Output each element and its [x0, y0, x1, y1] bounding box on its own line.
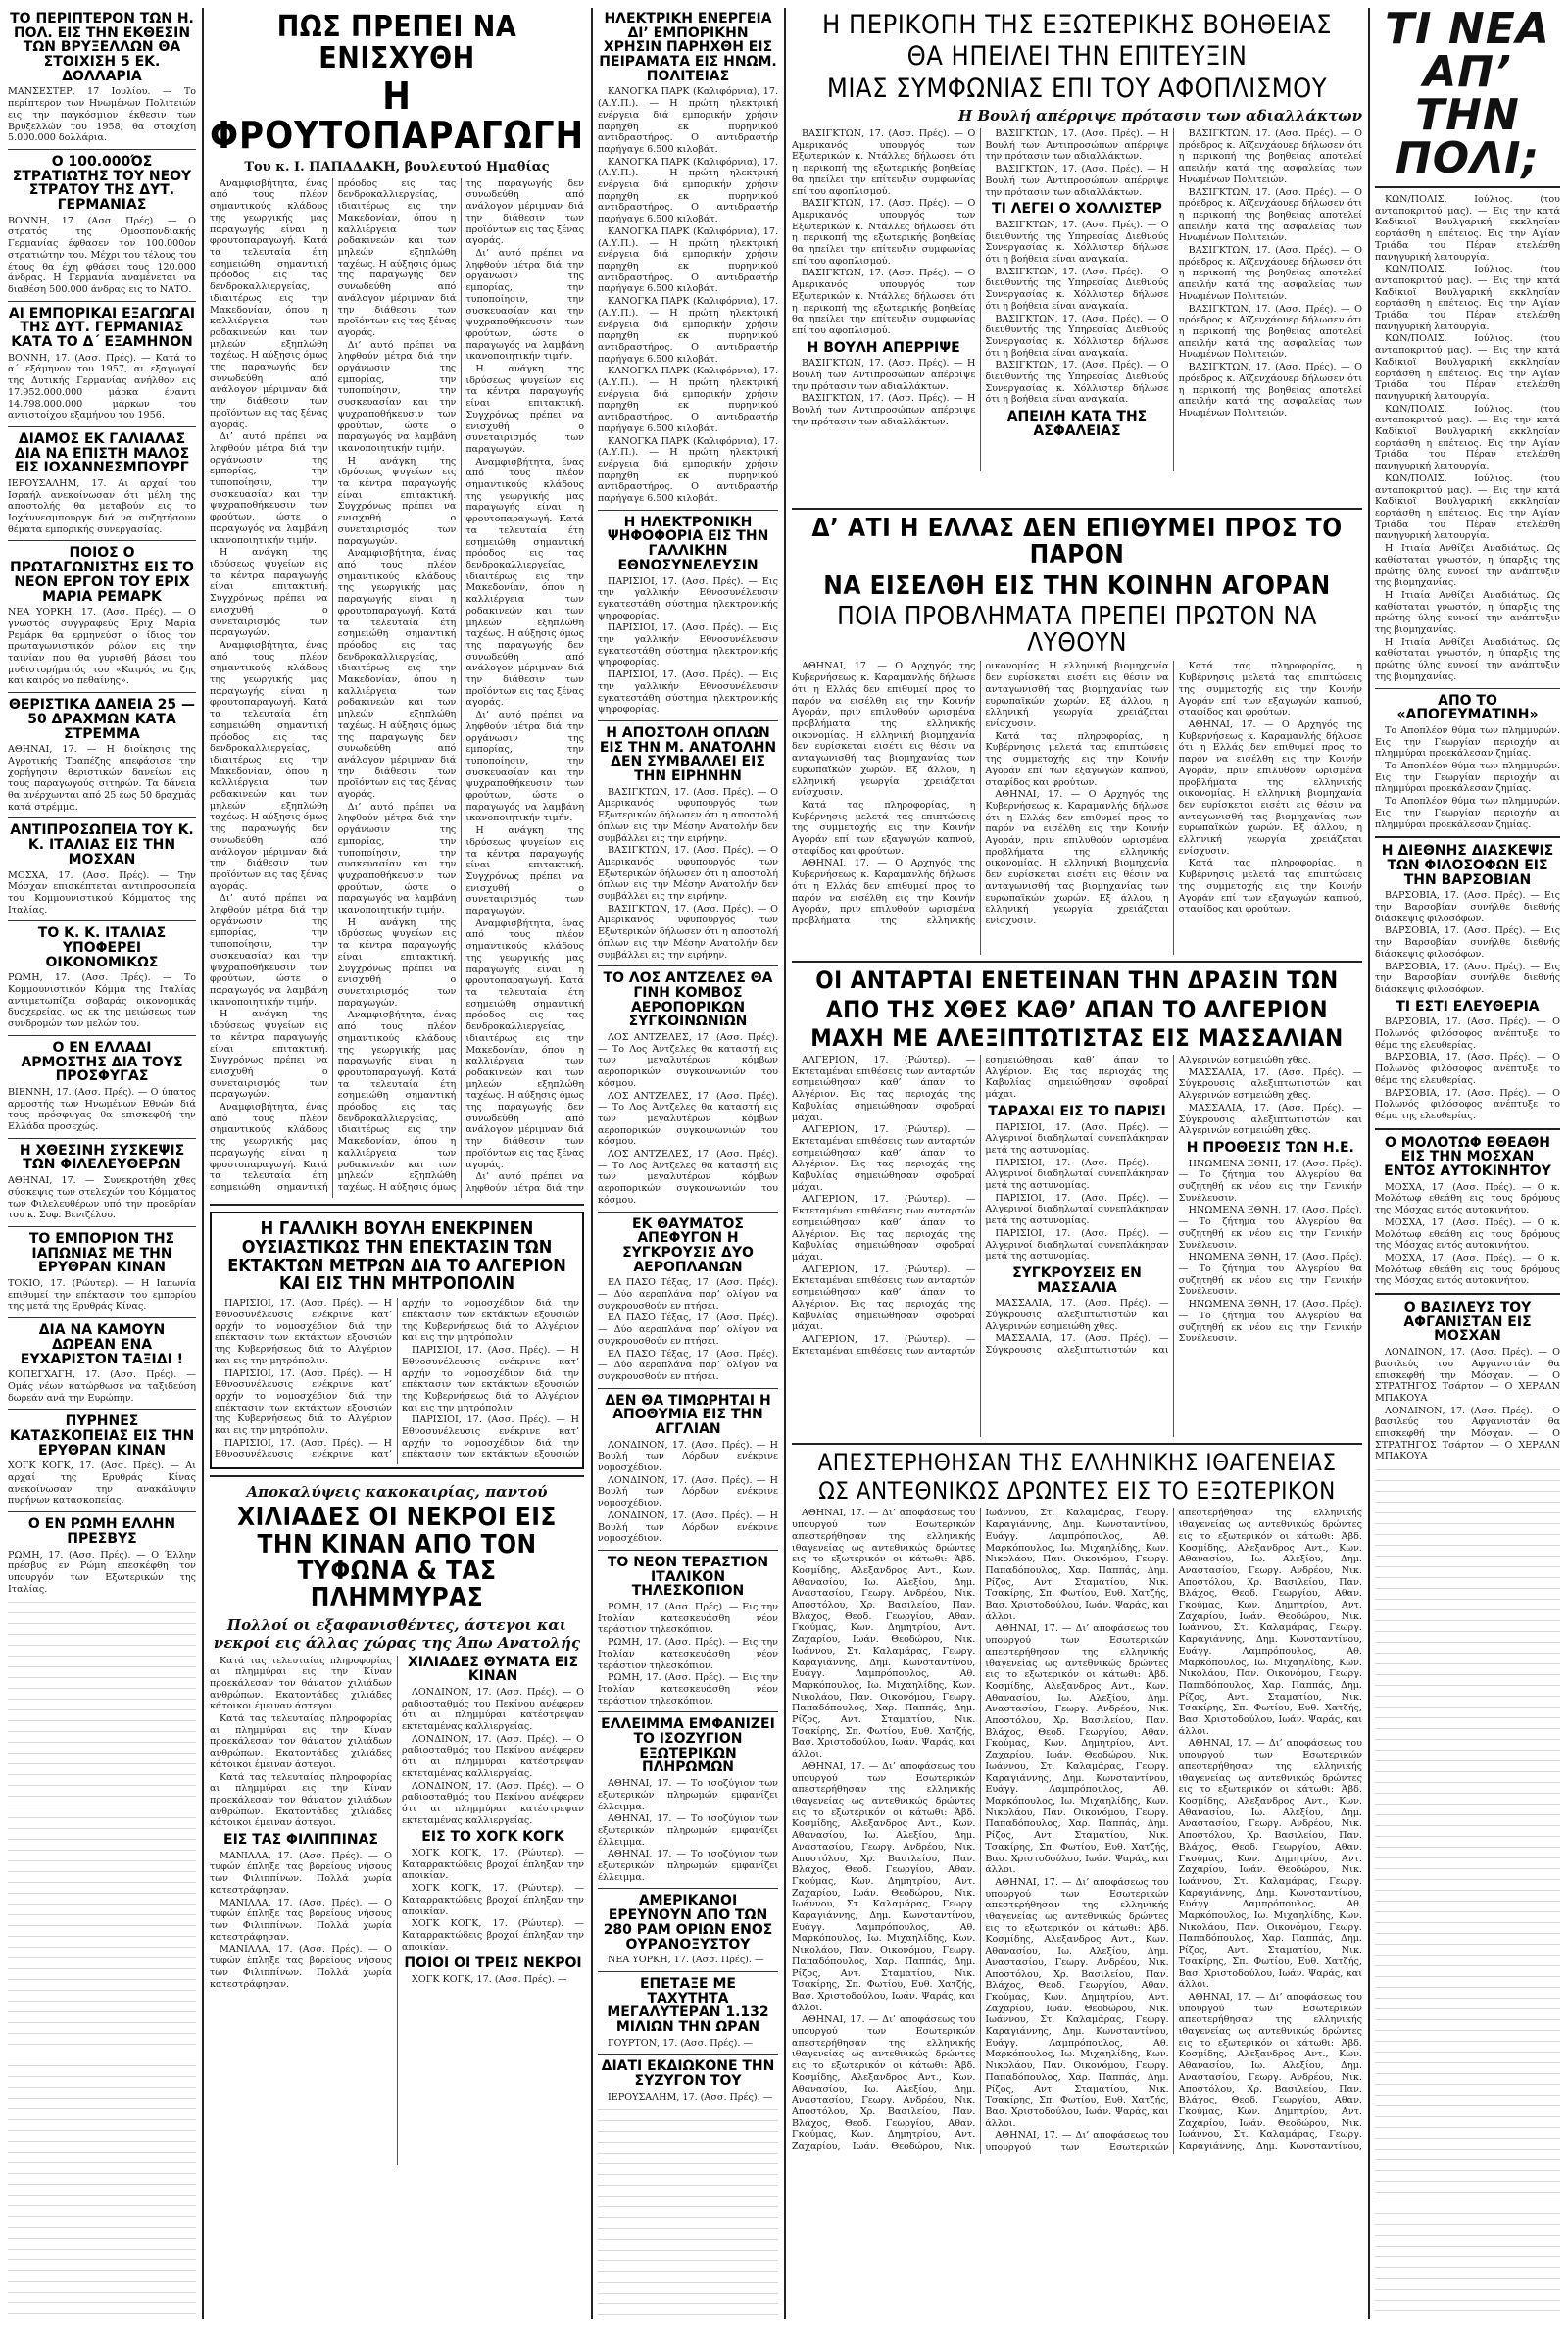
- headline: ΕΛΛΕΙΜΜΑ ΕΜΦΑΝΙΖΕΙ ΤΟ ΙΣΟΖΥΓΙΟΝ ΕΞΩΤΕΡΙΚΩΝ ΠΛΗΡΩΜΩΝ: [601, 1716, 775, 1776]
- headline: ΘΕΡΙΣΤΙΚΑ ΔΑΝΕΙΑ 25 — 50 ΔΡΑΧΜΩΝ ΚΑΤΑ ΣΤΡΕΜΜΑ: [8, 697, 196, 742]
- article-body: Η Ιτιαία Ανθίζει Αναδιάτως. Ως καθίσταται γνωστόν, η ύπαρξις της πρώτης ύλης ευνοεί την ανάπτυξιν της βιομηχανίας. Η Ιτιαία Ανθίζει Αναδιάτως. Ως καθίσταται γνωστόν, η ύπαρξις της πρώτης ύλης ευνοεί την ανάπτυξιν της βιομηχανίας. Η Ιτιαία Ανθίζει Αναδιάτως. Ως καθίσταται γνωστόν, η ύπαρξις της πρώτης ύλης ευνοεί την ανάπτυξιν της βιομηχανίας.: [1375, 543, 1560, 682]
- headline: ΤΟ ΠΕΡΙΠΤΕΡΟΝ ΤΩΝ Η. ΠΟΛ. ΕΙΣ ΤΗΝ ΕΚΘΕΣΙΝ ΤΩΝ ΒΡΥΞΕΛΛΩΝ ΘΑ ΣΤΟΙΧΙΣΗ 5 ΕΚ. ΔΟΛΛΑΡΙΑ: [10, 11, 194, 84]
- headline: ΝΑ ΕΙΣΕΛΘΗ ΕΙΣ ΤΗΝ ΚΟΙΝΗΝ ΑΓΟΡΑΝ: [823, 570, 1331, 601]
- headline: ΑΠΟ ΤΟ «ΑΠΟΓΕΥΜΑΤΙΝΗ»: [1396, 692, 1539, 723]
- column-rule: [591, 8, 593, 2319]
- headline: Η ΠΕΡΙΚΟΠΗ ΤΗΣ ΕΞΩΤΕΡΙΚΗΣ ΒΟΗΘΕΙΑΣ: [822, 10, 1332, 40]
- headline: ΩΣ ΑΝΤΕΘΝΙΚΩΣ ΔΡΩΝΤΕΣ ΕΙΣ ΤΟ ΕΞΩΤΕΡΙΚΟΝ: [818, 1477, 1336, 1506]
- headline: ΑΝΤΙΠΡΟΣΩΠΕΙΑ ΤΟΥ Κ. Κ. ΙΤΑΛΙΑΣ ΕΙΣ ΤΗΝ ΜΟΣΧΑΝ: [10, 822, 194, 867]
- headline: Η ΧΘΕΣΙΝΗ ΣΥΣΚΕΨΙΣ ΤΩΝ ΦΙΛΕΛΕΥΘΕΡΩΝ: [19, 1142, 185, 1173]
- article-body: ΒΑΣΙΓΚΤΩΝ, 17. (Ασσ. Πρές). — Ο Αμερικανός υπουργός των Εξωτερικών κ. Ντάλλες δήλωσεν ότι η περικοπή της εξωτερικής βοηθείας θα ηπείλει την επίτευξιν συμφωνίας επί του αφοπλισμού. ΒΑΣΙΓΚΤΩΝ, 17. (Ασσ. Πρές). — Ο Αμερικανός υπουργός των Εξωτερικών κ. Ντάλλες δήλωσεν ότι η περικοπή της εξωτερικής βοηθείας θα ηπείλει την επίτευξιν συμφωνίας επί του αφοπλισμού. ΒΑΣΙΓΚΤΩΝ, 17. (Ασσ. Πρές). — Ο Αμερικανός υπουργός των Εξωτερικών κ. Ντάλλες δήλωσεν ότι η περικοπή της εξωτερικής βοηθείας θα ηπείλει την επίτευξιν συμφωνίας επί του αφοπλισμού. Η ΒΟΥΛΗ ΑΠΕΡΡΙΨΕ ΒΑΣΙΓΚΤΩΝ, 17. (Ασσ. Πρές). — Η Βουλή των Αντιπροσώπων απέρριψε την πρότασιν των αδιαλλάκτων. ΒΑΣΙΓΚΤΩΝ, 17. (Ασσ. Πρές). — Η Βουλή των Αντιπροσώπων απέρριψε την πρότασιν των αδιαλλάκτων. ΒΑΣΙΓΚΤΩΝ, 17. (Ασσ. Πρές). — Η Βουλή των Αντιπροσώπων απέρριψε την πρότασιν των αδιαλλάκτων. ΒΑΣΙΓΚΤΩΝ, 17. (Ασσ. Πρές). — Η Βουλή των Αντιπροσώπων απέρριψε την πρότασιν των αδιαλλάκτων. ΤΙ ΛΕΓΕΙ Ο ΧΟΛΛΙΣΤΕΡ ΒΑΣΙΓΚΤΩΝ, 17. (Ασσ. Πρές). — Ο διευθυντής της Υπηρεσίας Διεθνούς Συνεργασίας κ. Χόλλιστερ δήλωσε ότι η βοήθεια είναι αναγκαία. ΒΑΣΙΓΚΤΩΝ, 17. (Ασσ. Πρές). — Ο διευθυντής της Υπηρεσίας Διεθνούς Συνεργασίας κ. Χόλλιστερ δήλωσε ότι η βοήθεια είναι αναγκαία. ΒΑΣΙΓΚΤΩΝ, 17. (Ασσ. Πρές). — Ο διευθυντής της Υπηρεσίας Διεθνούς Συνεργασίας κ. Χόλλιστερ δήλωσε ότι η βοήθεια είναι αναγκαία. ΒΑΣΙΓΚΤΩΝ, 17. (Ασσ. Πρές). — Ο διευθυντής της Υπηρεσίας Διεθνούς Συνεργασίας κ. Χόλλιστερ δήλωσε ότι η βοήθεια είναι αναγκαία. ΑΠΕΙΛΗ ΚΑΤΑ ΤΗΣ ΑΣΦΑΛΕΙΑΣ ΒΑΣΙΓΚΤΩΝ, 17. (Ασσ. Πρές). — Ο πρόεδρος κ. Αϊζενχάουερ δήλωσεν ότι η περικοπή της βοηθείας αποτελεί απειλήν κατά της ασφαλείας των Ηνωμένων Πολιτειών. ΒΑΣΙΓΚΤΩΝ, 17. (Ασσ. Πρές). — Ο πρόεδρος κ. Αϊζενχάουερ δήλωσεν ότι η περικοπή της βοηθείας αποτελεί απειλήν κατά της ασφαλείας των Ηνωμένων Πολιτειών. ΒΑΣΙΓΚΤΩΝ, 17. (Ασσ. Πρές). — Ο πρόεδρος κ. Αϊζενχάουερ δήλωσεν ότι η περικοπή της βοηθείας αποτελεί απειλήν κατά της ασφαλείας των Ηνωμένων Πολιτειών. ΒΑΣΙΓΚΤΩΝ, 17. (Ασσ. Πρές). — Ο πρόεδρος κ. Αϊζενχάουερ δήλωσεν ότι η περικοπή της βοηθείας αποτελεί απειλήν κατά της ασφαλείας των Ηνωμένων Πολιτειών. ΒΑΣΙΓΚΤΩΝ, 17. (Ασσ. Πρές). — Ο πρόεδρος κ. Αϊζενχάουερ δήλωσεν ότι η περικοπή της βοηθείας αποτελεί απειλήν κατά της ασφαλείας των Ηνωμένων Πολιτειών.: [792, 128, 1362, 439]
- article-body: ΙΕΡΟΥΣΑΛΗΜ, 17. Αι αρχαί του Ισραήλ ανεκοίνωσαν ότι μέλη της αποστολής θα μεταβούν εις το Ιοχάννεσμπουργκ διά να συζητήσουν θέματα εμπορικής συνεργασίας.: [8, 477, 196, 535]
- headline: Η ΔΙΕΘΝΗΣ ΔΙΑΣΚΕΨΙΣ ΤΩΝ ΦΙΛΟΣΟΦΩΝ ΕΙΣ ΤΗΝ ΒΑΡΣΟΒΙΑΝ: [1381, 843, 1554, 888]
- article-body: ΡΩΜΗ, 17. (Ασσ. Πρές). — Ο Έλλην πρέσβυς εν Ρώμη επεσκέφθη τον υπουργόν των Εξωτερικών της Ιταλίας.: [8, 1549, 196, 1595]
- article-body: ΠΑΡΙΣΙΟΙ, 17. (Ασσ. Πρές). — Η Εθνοσυνέλευσις ενέκρινε κατ’ αρχήν το νομοσχέδιον διά την επέκτασιν των εκτάκτων εξουσιών της Κυβερνήσεως διά το Αλγέριον και εις την μητρόπολιν. ΠΑΡΙΣΙΟΙ, 17. (Ασσ. Πρές). — Η Εθνοσυνέλευσις ενέκρινε κατ’ αρχήν το νομοσχέδιον διά την επέκτασιν των εκτάκτων εξουσιών της Κυβερνήσεως διά το Αλγέριον και εις την μητρόπολιν. ΠΑΡΙΣΙΟΙ, 17. (Ασσ. Πρές). — Η Εθνοσυνέλευσις ενέκρινε κατ’ αρχήν το νομοσχέδιον διά την επέκτασιν των εκτάκτων εξουσιών της Κυβερνήσεως διά το Αλγέριον και εις την μητρόπολιν. ΠΑΡΙΣΙΟΙ, 17. (Ασσ. Πρές). — Η Εθνοσυνέλευσις ενέκρινε κατ’ αρχήν το νομοσχέδιον διά την επέκτασιν των εκτάκτων εξουσιών της Κυβερνήσεως διά το Αλγέριον και εις την μητρόπολιν. ΠΑΡΙΣΙΟΙ, 17. (Ασσ. Πρές). — Η Εθνοσυνέλευσις ενέκρινε κατ’ αρχήν το νομοσχέδιον διά την επέκτασιν των εκτάκτων εξουσιών: [215, 1298, 579, 1461]
- article-body: ΒΟΝΝΗ, 17. (Ασσ. Πρές). — Ο στρατός της Ομοσπονδιακής Γερμανίας έφθασεν τον 100.000ον στρατιώτην του. Μέχρι του τέλους του έτους θα έχη φθάσει τους 120.000 άνδρας. Η Γερμανία αναμένεται να διαθέση 500.000 άνδρας εις το ΝΑΤΟ.: [8, 215, 196, 295]
- center-stories: [792, 502, 1362, 2319]
- headline: Ο ΕΝ ΡΩΜΗ ΕΛΛΗΝ ΠΡΕΣΒΥΣ: [27, 1516, 176, 1547]
- article-body: ΝΕΑ ΥΟΡΚΗ, 17. (Ασσ. Πρές). — Ο γνωστός συγγραφεύς Έριχ Μαρία Ρεμάρκ θα ερμηνεύση ο ίδιος τον πρωταγωνιστικόν ρόλον εις την ταινίαν που θα γυρισθή βάσει του μυθιστορήματός του «Καιρός να ζης και καιρός να πεθαίνης».: [8, 607, 196, 687]
- headline: ΠΟΙΟΣ Ο ΠΡΩΤΑΓΩΝΙΣΤΗΣ ΕΙΣ ΤΟ ΝΕΟΝ ΕΡΓΟΝ ΤΟΥ ΕΡΙΧ ΜΑΡΙΑ ΡΕΜΑΡΚ: [10, 545, 194, 605]
- headline: Ο ΜΟΛΟΤΩΦ ΕΘΕΑΘΗ ΕΙΣ ΤΗΝ ΜΟΣΧΑΝ ΕΝΤΟΣ ΑΥΤΟΚΙΝΗΤΟΥ: [1384, 1134, 1551, 1180]
- headline: Η ΗΛΕΚΤΡΟΝΙΚΗ ΨΗΦΟΦΟΡΙΑ ΕΙΣ ΤΗΝ ΓΑΛΛΙΚΗΝ ΕΘΝΟΣΥΝΕΛΕΥΣΙΝ: [607, 514, 769, 573]
- article-body: ΕΛ ΠΑΣΟ Τέξας, 17. (Ασσ. Πρές). — Δύο αεροπλάνα παρ’ ολίγον να συγκρουσθούν εν πτήσει. ΕΛ ΠΑΣΟ Τέξας, 17. (Ασσ. Πρές). — Δύο αεροπλάνα παρ’ ολίγον να συγκρουσθούν εν πτήσει. ΕΛ ΠΑΣΟ Τέξας, 17. (Ασσ. Πρές). — Δύο αεροπλάνα παρ’ ολίγον να συγκρουσθούν εν πτήσει.: [598, 1277, 778, 1382]
- headline: Η ΑΠΟΣΤΟΛΗ ΟΠΛΩΝ ΕΙΣ ΤΗΝ Μ. ΑΝΑΤΟΛΗΝ ΔΕΝ ΣΥΜΒΑΛΛΕΙ ΕΙΣ ΤΗΝ ΕΙΡΗΝΗΝ: [599, 724, 777, 784]
- headline: ΑΠΟ ΤΗΣ ΧΘΕΣ ΚΑΘ’ ΑΠΑΝ ΤΟ ΑΛΓΕΡΙΟΝ: [825, 995, 1329, 1023]
- article-body: ΜΟΣΧΑ, 17. (Ασσ. Πρές). — Την Μόσχαν επισκέπτεται αντιπροσωπεία του Κομμουνιστικού Κόμματος της Ιταλίας.: [8, 869, 196, 916]
- aid-story: [792, 8, 1362, 498]
- headline: ΔΙΑΜΟΣ ΕΚ ΓΑΛΙΑΛΑΣ ΔΙΑ ΝΑ ΕΠΙΣΤΗ ΜΑΛΟΣ ΕΙΣ ΙΟΧΑΝΝΕΣΜΠΟΥΡΓ: [14, 430, 190, 476]
- headline: ΠΟΙΑ ΠΡΟΒΛΗΜΑΤΑ ΠΡΕΠΕΙ ΠΡΩΤΟΝ ΝΑ ΛΥΘΟΥΝ: [837, 601, 1317, 659]
- column-rule: [784, 8, 786, 2319]
- article-body: ΑΘΗΝΑΙ, 17. — Δι’ αποφάσεως του υπουργού των Εσωτερικών απεστερήθησαν της ελληνικής ιθαγενείας ως αντεθνικώς δρώντες εις το εξωτερικόν οι κάτωθι: Άβδ. Κοσμίδης, Αλεξανδρος Αντ., Κων. Αθανασίου, Ιω. Αλεξίου, Δημ. Αναστασίου, Γεωργ. Ανδρέου, Νικ. Αποστόλου, Χρ. Βασιλείου, Παν. Βλάχος, Θεοδ. Γεωργίου, Αθαν. Γκούμας, Κων. Δημητρίου, Αντ. Ζαχαρίου, Ιωάν. Θεοδώρου, Νικ. Ιωάννου, Στ. Καλαμάρας, Γεωργ. Καραγιάννης, Δημ. Κωνσταντίνου, Ευάγγ. Λαμπρόπουλος, Αθ. Μαρκόπουλος, Ιω. Μιχαηλίδης, Κων. Νικολάου, Παν. Οικονόμου, Γεωργ. Παπαδόπουλος, Χαρ. Παππάς, Δημ. Ρίζος, Αντ. Σταματίου, Νικ. Τσακίρης, Σπ. Φωτίου, Ευθ. Χατζής, Βασ. Χριστοδούλου, Ιωάν. Ψαράς, και άλλοι. ΑΘΗΝΑΙ, 17. — Δι’ αποφάσεως του υπουργού των Εσωτερικών απεστερήθησαν της ελληνικής ιθαγενείας ως αντεθνικώς δρώντες εις το εξωτερικόν οι κάτωθι: Άβδ. Κοσμίδης, Αλεξανδρος Αντ., Κων. Αθανασίου, Ιω. Αλεξίου, Δημ. Αναστασίου, Γεωργ. Ανδρέου, Νικ. Αποστόλου, Χρ. Βασιλείου, Παν. Βλάχος, Θεοδ. Γεωργίου, Αθαν. Γκούμας, Κων. Δημητρίου, Αντ. Ζαχαρίου, Ιωάν. Θεοδώρου, Νικ. Ιωάννου, Στ. Καλαμάρας, Γεωργ. Καραγιάννης, Δημ. Κωνσταντίνου, Ευάγγ. Λαμπρόπουλος, Αθ. Μαρκόπουλος, Ιω. Μιχαηλίδης, Κων. Νικολάου, Παν. Οικονόμου, Γεωργ. Παπαδόπουλος, Χαρ. Παππάς, Δημ. Ρίζος, Αντ. Σταματίου, Νικ. Τσακίρης, Σπ. Φωτίου, Ευθ. Χατζής, Βασ. Χριστοδούλου, Ιωάν. Ψαράς, και άλλοι. ΑΘΗΝΑΙ, 17. — Δι’ αποφάσεως του υπουργού των Εσωτερικών απεστερήθησαν της ελληνικής ιθαγενείας ως αντεθνικώς δρώντες εις το εξωτερικόν οι κάτωθι: Άβδ. Κοσμίδης, Αλεξανδρος Αντ., Κων. Αθανασίου, Ιω. Αλεξίου, Δημ. Αναστασίου, Γεωργ. Ανδρέου, Νικ. Αποστόλου, Χρ. Βασιλείου, Παν. Βλάχος, Θεοδ. Γεωργίου, Αθαν. Γκούμας, Κων. Δημητρίου, Αντ. Ζαχαρίου, Ιωάν. Θεοδώρου, Νικ. Ιωάννου, Στ. Καλαμάρας, Γεωργ. Καραγιάννης, Δημ. Κωνσταντίνου, Ευάγγ. Λαμπρόπουλος, Αθ. Μαρκόπουλος, Ιω. Μιχαηλίδης, Κων. Νικολάου, Παν. Οικονόμου, Γεωργ. Παπαδόπουλος, Χαρ. Παππάς, Δημ. Ρίζος, Αντ. Σταματίου, Νικ. Τσακίρης, Σπ. Φωτίου, Ευθ. Χατζής, Βασ. Χριστοδούλου, Ιωάν. Ψαράς, και άλλοι. ΑΘΗΝΑΙ, 17. — Δι’ αποφάσεως του υπουργού των Εσωτερικών απεστερήθησαν της ελληνικής ιθαγενείας ως αντεθνικώς δρώντες εις το εξωτερικόν οι κάτωθι: Άβδ. Κοσμίδης, Αλεξανδρος Αντ., Κων. Αθανασίου, Ιω. Αλεξίου, Δημ. Αναστασίου, Γεωργ. Ανδρέου, Νικ. Αποστόλου, Χρ. Βασιλείου, Παν. Βλάχος, Θεοδ. Γεωργίου, Αθαν. Γκούμας, Κων. Δημητρίου, Αντ. Ζαχαρίου, Ιωάν. Θεοδώρου, Νικ. Ιωάννου, Στ. Καλαμάρας, Γεωργ. Καραγιάννης, Δημ. Κωνσταντίνου, Ευάγγ. Λαμπρόπουλος, Αθ. Μαρκόπουλος, Ιω. Μιχαηλίδης, Κων. Νικολάου, Παν. Οικονόμου, Γεωργ. Παπαδόπουλος, Χαρ. Παππάς, Δημ. Ρίζος, Αντ. Σταματίου, Νικ. Τσακίρης, Σπ. Φωτίου, Ευθ. Χατζής, Βασ. Χριστοδούλου, Ιωάν. Ψαράς, και άλλοι. ΑΘΗΝΑΙ, 17. — Δι’ αποφάσεως του υπουργού των Εσωτερικών απεστερήθησαν της ελληνικής ιθαγενείας ως αντεθνικώς δρώντες εις το εξωτερικόν οι κάτωθι: Άβδ. Κοσμίδης, Αλεξανδρος Αντ., Κων. Αθανασίου, Ιω. Αλεξίου, Δημ. Αναστασίου, Γεωργ. Ανδρέου, Νικ. Αποστόλου, Χρ. Βασιλείου, Παν. Βλάχος, Θεοδ. Γεωργίου, Αθαν. Γκούμας, Κων. Δημητρίου, Αντ. Ζαχαρίου, Ιωάν. Θεοδώρου, Νικ. Ιωάννου, Στ. Καλαμάρας, Γεωργ. Καραγιάννης, Δημ. Κωνσταντίνου, Ευάγγ. Λαμπρόπουλος, Αθ. Μαρκόπουλος, Ιω. Μιχαηλίδης, Κων. Νικολάου, Παν. Οικονόμου, Γεωργ. Παπαδόπουλος, Χαρ. Παππάς, Δημ. Ρίζος, Αντ. Σταματίου, Νικ. Τσακίρης, Σπ. Φωτίου, Ευθ. Χατζής, Βασ. Χριστοδούλου, Ιωάν. Ψαράς, και άλλοι. ΑΘΗΝΑΙ, 17. — Δι’ αποφάσεως του υπουργού των Εσωτερικών απεστερήθησαν της ελληνικής ιθαγενείας ως αντεθνικώς δρώντες εις το εξωτερικόν οι κάτωθι: Άβδ. Κοσμίδης, Αλεξανδρος Αντ., Κων. Αθανασίου, Ιω. Αλεξίου, Δημ. Αναστασίου, Γεωργ. Ανδρέου, Νικ. Αποστόλου, Χρ. Βασιλείου, Παν. Βλάχος, Θεοδ. Γεωργίου, Αθαν. Γκούμας, Κων. Δημητρίου, Αντ. Ζαχαρίου, Ιωάν. Θεοδώρου, Νικ. Ιωάννου, Στ. Καλαμάρας, Γεωργ. Καραγιάννης, Δημ. Κωνσταντίνου, Ευάγγ. Λαμπρόπουλος, Αθ. Μαρκόπουλος, Ιω. Μιχαηλίδης, Κων. Νικολάου, Παν. Οικονόμου, Γεωργ. Παπαδόπουλος, Χαρ. Παππάς, Δημ. Ρίζος, Αντ. Σταματίου, Νικ. Τσακίρης, Σπ. Φωτίου, Ευθ. Χατζής, Βασ. Χριστοδούλου, Ιωάν. Ψαράς, και άλλοι. ΑΘΗΝΑΙ, 17. — Δι’ αποφάσεως του υπουργού των Εσωτερικών απεστερήθησαν της ελληνικής ιθαγενείας ως αντεθνικώς δρώντες εις το εξωτερικόν οι κάτωθι: Άβδ. Κοσμίδης, Αλεξανδρος Αντ., Κων. Αθανασίου, Ιω. Αλεξίου, Δημ. Αναστασίου, Γεωργ. Ανδρέου, Νικ. Αποστόλου, Χρ. Βασιλείου, Παν. Βλάχος, Θεοδ. Γεωργίου, Αθαν. Γκούμας, Κων. Δημητρίου, Αντ. Ζαχαρίου, Ιωάν. Θεοδώρου, Νικ. Ιωάννου, Στ. Καλαμάρας, Γεωργ. Καραγιάννης, Δημ. Κωνσταντίνου, Ευάγγ. Λαμπρόπουλος, Αθ. Μαρκόπουλος, Ιω. Μιχαηλίδης, Κων. Νικολάου, Παν. Οικονόμου, Γεωργ. Παπαδόπουλος, Χαρ. Παππάς, Δημ. Ρίζος, Αντ. Σταματίου, Νικ. Τσακίρης, Σπ. Φωτίου, Ευθ. Χατζής, Βασ. Χριστοδούλου, Ιωάν. Ψαράς, και άλλοι. ΑΘΗΝΑΙ, 17. — Δι’ αποφάσεως του υπουργού των Εσωτερικών απεστερήθησαν της ελληνικής ιθαγενείας ως αντεθνικώς δρώντες εις το εξωτερικόν οι κάτωθι: Άβδ. Κοσμίδης, Αλεξανδρος Αντ., Κων. Αθανασίου, Ιω. Αλεξίου, Δημ. Αναστασίου, Γεωργ. Ανδρέου, Νικ. Αποστόλου, Χρ. Βασιλείου, Παν. Βλάχος, Θεοδ. Γεωργίου, Αθαν. Γκούμας, Κων. Δημητρίου, Αντ. Ζαχαρίου, Ιωάν. Θεοδώρου, Νικ. Ιωάννου, Στ. Καλαμάρας, Γεωργ. Καραγιάννης, Δημ. Κωνσταντίνου,: [792, 1508, 1362, 2154]
- headline: ΗΛΕΚΤΡΙΚΗ ΕΝΕΡΓΕΙΑ ΔΙ’ ΕΜΠΟΡΙΚΗΝ ΧΡΗΣΙΝ ΠΑΡΗΧΘΗ ΕΙΣ ΠΕΙΡΑΜΑΤΑ ΕΙΣ ΗΝΩΜ. ΠΟΛΙΤΕΙΑΣ: [599, 11, 777, 84]
- article-body: ΚΟΠΕΓΧΑΓΗ, 17. (Ασσ. Πρές). — Ομάς νέων κατώρθωσε να ταξιδεύση δωρεάν ανά την Ευρώπην.: [8, 1369, 196, 1404]
- feature-byline: Του κ. Ι. ΠΑΠΑΔΑΚΗ, βουλευτού Ημαθίας: [244, 159, 550, 174]
- article-body: ΙΕΡΟΥΣΑΛΗΜ, 17. (Ασσ. Πρές). —: [608, 2091, 773, 2103]
- headline: ΘΑ ΗΠΕΙΛΕΙ ΤΗΝ ΕΠΙΤΕΥΞΙΝ: [906, 41, 1248, 73]
- headline: ΟΙ ΑΝΤΑΡΤΑΙ ΕΝΕΤΕΙΝΑΝ ΤΗΝ ΔΡΑΣΙΝ ΤΩΝ: [815, 966, 1339, 995]
- headline: ΔΙΑΤΙ ΕΚΔΙΩΚΟΝΕ ΤΗΝ ΣΥΖΥΓΟΝ ΤΟΥ: [601, 2058, 775, 2090]
- article-body: ΜΟΣΧΑ, 17. (Ασσ. Πρές). — Ο κ. Μολότωφ εθεάθη εις τους δρόμους της Μόσχας εντός αυτοκινήτου. ΜΟΣΧΑ, 17. (Ασσ. Πρές). — Ο κ. Μολότωφ εθεάθη εις τους δρόμους της Μόσχας εντός αυτοκινήτου. ΜΟΣΧΑ, 17. (Ασσ. Πρές). — Ο κ. Μολότωφ εθεάθη εις τους δρόμους της Μόσχας εντός αυτοκινήτου.: [1375, 1181, 1560, 1287]
- headline: Ο ΒΑΣΙΛΕΥΣ ΤΟΥ ΑΦΓΑΝΙΣΤΑΝ ΕΙΣ ΜΟΣΧΑΝ: [1403, 1300, 1532, 1345]
- kicker: Αποκαλύψεις κακοκαιρίας, παντού: [246, 1483, 548, 1502]
- headline: ΑΜΕΡΙΚΑΝΟΙ ΕΡΕΥΝΟΥΝ ΑΠΟ ΤΩΝ 280 ΡΑΜ ΟΡΙΩΝ ΕΝΟΣ ΟΥΡΑΝΟΞΥΣΤΟΥ: [603, 1893, 773, 1953]
- article-body: ΒΟΝΝΗ, 17. (Ασσ. Πρές). — Κατά το α΄ εξάμηνον του 1957, αι εξαγωγαί της Δυτικής Γερμανίας ανήλθον εις 17.952.000.000 μάρκα έναντι 14.798.000.000 μάρκων του αντιστοίχου εξαμήνου του 1956.: [8, 352, 196, 421]
- article-body: ΤΟΚΙΟ, 17. (Ρώυτερ). — Η Ιαπωνία επιθυμεί την επέκτασιν του εμπορίου της μετά της Ερυθράς Κίνας.: [8, 1278, 196, 1312]
- headline: ΠΥΡΗΝΕΣ ΚΑΤΑΣΚΟΠΕΙΑΣ ΕΙΣ ΤΗΝ ΕΡΥΘΡΑΝ ΚΙΝΑΝ: [9, 1413, 195, 1459]
- headline: ΤΟ Κ. Κ. ΙΤΑΛΙΑΣ ΥΠΟΦΕΡΕΙ ΟΙΚΟΝΟΜΙΚΩΣ: [37, 925, 167, 970]
- feature-headline-main: Η ΦΡΟΥΤΟΠΑΡΑΓΩΓΗ: [210, 74, 584, 157]
- article-body: ΒΑΣΙΓΚΤΩΝ, 17. (Ασσ. Πρές). — Ο Αμερικανός υφυπουργός των Εξωτερικών δήλωσεν ότι η αποστολή όπλων εις την Μέσην Ανατολήν δεν συμβάλλει εις την ειρήνην. ΒΑΣΙΓΚΤΩΝ, 17. (Ασσ. Πρές). — Ο Αμερικανός υφυπουργός των Εξωτερικών δήλωσεν ότι η αποστολή όπλων εις την Μέσην Ανατολήν δεν συμβάλλει εις την ειρήνην. ΒΑΣΙΓΚΤΩΝ, 17. (Ασσ. Πρές). — Ο Αμερικανός υφυπουργός των Εξωτερικών δήλωσεν ότι η αποστολή όπλων εις την Μέσην Ανατολήν δεν συμβάλλει εις την ειρήνην.: [598, 786, 778, 961]
- article-body: ΑΛΓΕΡΙΟΝ, 17. (Ρώυτερ). — Εκτεταμέναι επιθέσεις των ανταρτών εσημειώθησαν καθ’ άπαν το Αλγέριον. Εις τας περιοχάς της Καβυλίας σημειώθησαν σφοδραί μάχαι. ΑΛΓΕΡΙΟΝ, 17. (Ρώυτερ). — Εκτεταμέναι επιθέσεις των ανταρτών εσημειώθησαν καθ’ άπαν το Αλγέριον. Εις τας περιοχάς της Καβυλίας σημειώθησαν σφοδραί μάχαι. ΑΛΓΕΡΙΟΝ, 17. (Ρώυτερ). — Εκτεταμέναι επιθέσεις των ανταρτών εσημειώθησαν καθ’ άπαν το Αλγέριον. Εις τας περιοχάς της Καβυλίας σημειώθησαν σφοδραί μάχαι. ΑΛΓΕΡΙΟΝ, 17. (Ρώυτερ). — Εκτεταμέναι επιθέσεις των ανταρτών εσημειώθησαν καθ’ άπαν το Αλγέριον. Εις τας περιοχάς της Καβυλίας σημειώθησαν σφοδραί μάχαι. ΑΛΓΕΡΙΟΝ, 17. (Ρώυτερ). — Εκτεταμέναι επιθέσεις των ανταρτών εσημειώθησαν καθ’ άπαν το Αλγέριον. Εις τας περιοχάς της Καβυλίας σημειώθησαν σφοδραί μάχαι. ΤΑΡΑΧΑΙ ΕΙΣ ΤΟ ΠΑΡΙΣΙ ΠΑΡΙΣΙΟΙ, 17. (Ασσ. Πρές). — Αλγερινοί διαδηλωταί συνεπλάκησαν μετά της αστυνομίας. ΠΑΡΙΣΙΟΙ, 17. (Ασσ. Πρές). — Αλγερινοί διαδηλωταί συνεπλάκησαν μετά της αστυνομίας. ΠΑΡΙΣΙΟΙ, 17. (Ασσ. Πρές). — Αλγερινοί διαδηλωταί συνεπλάκησαν μετά της αστυνομίας. ΠΑΡΙΣΙΟΙ, 17. (Ασσ. Πρές). — Αλγερινοί διαδηλωταί συνεπλάκησαν μετά της αστυνομίας. ΣΥΓΚΡΟΥΣΕΙΣ ΕΝ ΜΑΣΣΑΛΙΑ ΜΑΣΣΑΛΙΑ, 17. (Ασσ. Πρές). — Σύγκρουσις αλεξιπτωτιστών και Αλγερινών εσημειώθη χθες. ΜΑΣΣΑΛΙΑ, 17. (Ασσ. Πρές). — Σύγκρουσις αλεξιπτωτιστών και Αλγερινών εσημειώθη χθες. ΜΑΣΣΑΛΙΑ, 17. (Ασσ. Πρές). — Σύγκρουσις αλεξιπτωτιστών και Αλγερινών εσημειώθη χθες. ΜΑΣΣΑΛΙΑ, 17. (Ασσ. Πρές). — Σύγκρουσις αλεξιπτωτιστών και Αλγερινών εσημειώθη χθες. Η ΠΡΟΘΕΣΙΣ ΤΩΝ Η.Ε. ΗΝΩΜΕΝΑ ΕΘΝΗ, 17. (Ασσ. Πρές). — Το ζήτημα του Αλγερίου θα συζητηθή εκ νέου εις την Γενικήν Συνέλευσιν. ΗΝΩΜΕΝΑ ΕΘΝΗ, 17. (Ασσ. Πρές). — Το ζήτημα του Αλγερίου θα συζητηθή εκ νέου εις την Γενικήν Συνέλευσιν. ΗΝΩΜΕΝΑ ΕΘΝΗ, 17. (Ασσ. Πρές). — Το ζήτημα του Αλγερίου θα συζητηθή εκ νέου εις την Γενικήν Συνέλευσιν. ΗΝΩΜΕΝΑ ΕΘΝΗ, 17. (Ασσ. Πρές). — Το ζήτημα του Αλγερίου θα συζητηθή εκ νέου εις την Γενικήν Συνέλευσιν.: [792, 1055, 1362, 1357]
- headline: ΔΕΝ ΘΑ ΤΙΜΩΡΗΤΑΙ Η ΑΠΟΘΥΜΙΑ ΕΙΣ ΤΗΝ ΑΓΓΛΙΑΝ: [605, 1392, 771, 1437]
- headline: ΕΠΕΤΑΞΕ ΜΕ ΤΑΧΥΤΗΤΑ ΜΕΓΑΛΥΤΕΡΑΝ 1.132 ΜΙΛΙΩΝ ΤΗΝ ΩΡΑΝ: [607, 1975, 769, 2035]
- article-body: ΚΑΝΟΓΚΑ ΠΑΡΚ (Καλιφόρνια), 17. (Α.Υ.Π.). — Η πρώτη ηλεκτρική ενέργεια διά εμπορικήν χρήσιν παρηχθη εκ πυρηνικού αντιδραστήρος. Ο αντιδραστήρ παρήγαγε 6.500 κιλοβάτ. ΚΑΝΟΓΚΑ ΠΑΡΚ (Καλιφόρνια), 17. (Α.Υ.Π.). — Η πρώτη ηλεκτρική ενέργεια διά εμπορικήν χρήσιν παρηχθη εκ πυρηνικού αντιδραστήρος. Ο αντιδραστήρ παρήγαγε 6.500 κιλοβάτ. ΚΑΝΟΓΚΑ ΠΑΡΚ (Καλιφόρνια), 17. (Α.Υ.Π.). — Η πρώτη ηλεκτρική ενέργεια διά εμπορικήν χρήσιν παρηχθη εκ πυρηνικού αντιδραστήρος. Ο αντιδραστήρ παρήγαγε 6.500 κιλοβάτ. ΚΑΝΟΓΚΑ ΠΑΡΚ (Καλιφόρνια), 17. (Α.Υ.Π.). — Η πρώτη ηλεκτρική ενέργεια διά εμπορικήν χρήσιν παρηχθη εκ πυρηνικού αντιδραστήρος. Ο αντιδραστήρ παρήγαγε 6.500 κιλοβάτ. ΚΑΝΟΓΚΑ ΠΑΡΚ (Καλιφόρνια), 17. (Α.Υ.Π.). — Η πρώτη ηλεκτρική ενέργεια διά εμπορικήν χρήσιν παρηχθη εκ πυρηνικού αντιδραστήρος. Ο αντιδραστήρ παρήγαγε 6.500 κιλοβάτ. ΚΑΝΟΓΚΑ ΠΑΡΚ (Καλιφόρνια), 17. (Α.Υ.Π.). — Η πρώτη ηλεκτρική ενέργεια διά εμπορικήν χρήσιν παρηχθη εκ πυρηνικού αντιδραστήρος. Ο αντιδραστήρ παρήγαγε 6.500 κιλοβάτ.: [598, 86, 778, 505]
- article-body: ΒΑΡΣΟΒΙΑ, 17. (Ασσ. Πρές). — Εις την Βαρσοβίαν συνήλθε διεθνής διάσκεψις φιλοσόφων. ΒΑΡΣΟΒΙΑ, 17. (Ασσ. Πρές). — Εις την Βαρσοβίαν συνήλθε διεθνής διάσκεψις φιλοσόφων. ΒΑΡΣΟΒΙΑ, 17. (Ασσ. Πρές). — Εις την Βαρσοβίαν συνήλθε διεθνής διάσκεψις φιλοσόφων.: [1375, 890, 1560, 995]
- headline: ΜΑΧΗ ΜΕ ΑΛΕΞΙΠΤΩΤΙΣΤΑΣ ΕΙΣ ΜΑΣΣΑΛΙΑΝ: [810, 1023, 1344, 1052]
- column-briefs: [8, 8, 196, 2319]
- article-body: ΒΙΕΝΝΗ, 17. (Ασσ. Πρές). — Ο ύπατος αρμοστής των Ηνωμένων Εθνών διά τους πρόσφυγας θα επισκεφθή την Ελλάδα προσεχώς.: [8, 1086, 196, 1133]
- headline: Η ΓΑΛΛΙΚΗ ΒΟΥΛΗ ΕΝΕΚΡΙΝΕΝ ΟΥΣΙΑΣΤΙΚΩΣ ΤΗΝ ΕΠΕΚΤΑΣΙΝ ΤΩΝ ΕΚΤΑΚΤΩΝ ΜΕΤΡΩΝ ΔΙΑ ΤΟ ΑΛΓΕΡΙΟΝ ΚΑΙ ΕΙΣ ΤΗΝ ΜΗΤΡΟΠΟΛΙΝ: [227, 1217, 566, 1295]
- article-body: ΧΟΓΚ ΚΟΓΚ, 17. (Ασσ. Πρές). — Αι αρχαί της Ερυθράς Κίνας ανεκοίνωσαν την ανακάλυψιν πυρήνων κατασκοπείας.: [8, 1461, 196, 1507]
- headline: ΜΙΑΣ ΣΥΜΦΩΝΙΑΣ ΕΠΙ ΤΟΥ ΑΦΟΠΛΙΣΜΟΥ: [826, 73, 1328, 104]
- headline: ΕΚ ΘΑΥΜΑΤΟΣ ΑΠΕΦΥΓΟΝ Η ΣΥΓΚΡΟΥΣΙΣ ΔΥΟ ΑΕΡΟΠΛΑΝΩΝ: [622, 1215, 754, 1275]
- article-body: Κατά τας τελευταίας πληροφορίας αι πλημμύραι εις την Κίναν προεκάλεσαν τον θάνατον χιλιάδων ανθρώπων. Εκατοντάδες χιλιάδες κάτοικοι έμειναν άστεγοι. Κατά τας τελευταίας πληροφορίας αι πλημμύραι εις την Κίναν προεκάλεσαν τον θάνατον χιλιάδων ανθρώπων. Εκατοντάδες χιλιάδες κάτοικοι έμειναν άστεγοι. Κατά τας τελευταίας πληροφορίας αι πλημμύραι εις την Κίναν προεκάλεσαν τον θάνατον χιλιάδων ανθρώπων. Εκατοντάδες χιλιάδες κάτοικοι έμειναν άστεγοι. ΕΙΣ ΤΑΣ ΦΙΛΙΠΠΙΝΑΣ ΜΑΝΙΛΛΑ, 17. (Ασσ. Πρές). — Ο τυφών έπληξε τας βορείους νήσους των Φιλιππίνων. Πολλά χωρία κατεστράφησαν. ΜΑΝΙΛΛΑ, 17. (Ασσ. Πρές). — Ο τυφών έπληξε τας βορείους νήσους των Φιλιππίνων. Πολλά χωρία κατεστράφησαν. ΜΑΝΙΛΛΑ, 17. (Ασσ. Πρές). — Ο τυφών έπληξε τας βορείους νήσους των Φιλιππίνων. Πολλά χωρία κατεστράφησαν. ΧΙΛΙΑΔΕΣ ΘΥΜΑΤΑ ΕΙΣ ΚΙΝΑΝ ΛΟΝΔΙΝΟΝ, 17. (Ασσ. Πρές). — Ο ραδιοσταθμός του Πεκίνου ανέφερεν ότι αι πλημμύραι κατέστρεψαν εκτεταμένας καλλιεργείας. ΛΟΝΔΙΝΟΝ, 17. (Ασσ. Πρές). — Ο ραδιοσταθμός του Πεκίνου ανέφερεν ότι αι πλημμύραι κατέστρεψαν εκτεταμένας καλλιεργείας. ΛΟΝΔΙΝΟΝ, 17. (Ασσ. Πρές). — Ο ραδιοσταθμός του Πεκίνου ανέφερεν ότι αι πλημμύραι κατέστρεψαν εκτεταμένας καλλιεργείας. ΕΙΣ ΤΟ ΧΟΓΚ ΚΟΓΚ ΧΟΓΚ ΚΟΓΚ, 17. (Ρώυτερ). — Καταρρακτώδεις βροχαί έπληξαν την αποικίαν. ΧΟΓΚ ΚΟΓΚ, 17. (Ρώυτερ). — Καταρρακτώδεις βροχαί έπληξαν την αποικίαν. ΧΟΓΚ ΚΟΓΚ, 17. (Ρώυτερ). — Καταρρακτώδεις βροχαί έπληξαν την αποικίαν. ΠΟΙΟΙ ΟΙ ΤΡΕΙΣ ΝΕΚΡΟΙ ΧΟΓΚ ΚΟΓΚ, 17. (Ασσ. Πρές). —: [210, 1654, 584, 1990]
- article-body: ΡΩΜΗ, 17. (Ασσ. Πρές). — Εις την Ιταλίαν κατεσκευάσθη νέον τεράστιον τηλεσκόπιον. ΡΩΜΗ, 17. (Ασσ. Πρές). — Εις την Ιταλίαν κατεσκευάσθη νέον τεράστιον τηλεσκόπιον. ΡΩΜΗ, 17. (Ασσ. Πρές). — Εις την Ιταλίαν κατεσκευάσθη νέον τεράστιον τηλεσκόπιον.: [598, 1602, 778, 1707]
- article-body: ΠΑΡΙΣΙΟΙ, 17. (Ασσ. Πρές). — Εις την γαλλικήν Εθνοσυνέλευσιν εγκατεστάθη σύστημα ηλεκτρονικής ψηφοφορίας. ΠΑΡΙΣΙΟΙ, 17. (Ασσ. Πρές). — Εις την γαλλικήν Εθνοσυνέλευσιν εγκατεστάθη σύστημα ηλεκτρονικής ψηφοφορίας. ΠΑΡΙΣΙΟΙ, 17. (Ασσ. Πρές). — Εις την γαλλικήν Εθνοσυνέλευσιν εγκατεστάθη σύστημα ηλεκτρονικής ψηφοφορίας.: [598, 575, 778, 716]
- france-box: [210, 1212, 584, 1470]
- article-body: ΓΟΥΡΤΟΝ, 17. (Ασσ. Πρές). —: [608, 2037, 754, 2049]
- headline: ΑΠΕΣΤΕΡΗΘΗΣΑΝ ΤΗΣ ΕΛΛΗΝΙΚΗΣ ΙΘΑΓΕΝΕΙΑΣ: [817, 1449, 1337, 1477]
- article-body: ΑΘΗΝΑΙ, 17. — Το ισοζύγιον των εξωτερικών πληρωμών εμφανίζει έλλειμμα. ΑΘΗΝΑΙ, 17. — Το ισοζύγιον των εξωτερικών πληρωμών εμφανίζει έλλειμμα. ΑΘΗΝΑΙ, 17. — Το ισοζύγιον των εξωτερικών πληρωμών εμφανίζει έλλειμμα.: [598, 1778, 778, 1883]
- column-poli: [1375, 8, 1560, 2319]
- headline: Ο ΕΝ ΕΛΛΑΔΙ ΑΡΜΟΣΤΗΣ ΔΙΑ ΤΟΥΣ ΠΡΟΣΦΥΓΑΣ: [21, 1039, 183, 1085]
- feature-headline-top: ΠΩΣ ΠΡΕΠΕΙ ΝΑ ΕΝΙΣΧΥΘΗ: [276, 10, 517, 75]
- column-news: [598, 8, 778, 2319]
- poli-title: ΤΙ ΝΕΑ ΑΠ’ ΤΗΝ ΠΟΛΙ;: [1385, 8, 1550, 183]
- article-body: ΒΑΡΣΟΒΙΑ, 17. (Ασσ. Πρές). — Ο Πολωνός φιλόσοφος ανέπτυξε το θέμα της ελευθερίας. ΒΑΡΣΟΒΙΑ, 17. (Ασσ. Πρές). — Ο Πολωνός φιλόσοφος ανέπτυξε το θέμα της ελευθερίας. ΒΑΡΣΟΒΙΑ, 17. (Ασσ. Πρές). — Ο Πολωνός φιλόσοφος ανέπτυξε το θέμα της ελευθερίας.: [1375, 1016, 1560, 1121]
- article-body: ΛΟΣ ΑΝΤΖΕΛΕΣ, 17. (Ασσ. Πρές). — Το Λος Άντζελες θα καταστή εις των μεγαλυτέρων κόμβων αεροπορικών συγκοινωνιών του κόσμου. ΛΟΣ ΑΝΤΖΕΛΕΣ, 17. (Ασσ. Πρές). — Το Λος Άντζελες θα καταστή εις των μεγαλυτέρων κόμβων αεροπορικών συγκοινωνιών του κόσμου. ΛΟΣ ΑΝΤΖΕΛΕΣ, 17. (Ασσ. Πρές). — Το Λος Άντζελες θα καταστή εις των μεγαλυτέρων κόμβων αεροπορικών συγκοινωνιών του κόσμου.: [598, 1031, 778, 1206]
- article-body: ΑΘΗΝΑΙ, 17. — Η διοίκησις της Αγροτικής Τραπέζης απεφάσισε την χορήγησιν θεριστικών δανείων εις τους παραγωγούς σιτηρών. Τα δάνεια θα ανέρχωνται από 25 έως 50 δραχμάς κατά στρέμμα.: [8, 744, 196, 813]
- column-rule: [202, 8, 204, 2319]
- headline: Ο 100.000ΌΣ ΣΤΡΑΤΙΩΤΗΣ ΤΟΥ ΝΕΟΥ ΣΤΡΑΤΟΥ ΤΗΣ ΔΥΤ. ΓΕΡΜΑΝΙΑΣ: [12, 153, 192, 214]
- headline: ΤΟ ΝΕΟΝ ΤΕΡΑΣΤΙΟΝ ΙΤΑΛΙΚΟΝ ΤΗΛΕΣΚΟΠΙΟΝ: [607, 1555, 769, 1600]
- headline: ΤΟ ΛΟΣ ΑΝΤΖΕΛΕΣ ΘΑ ΓΙΝΗ ΚΟΜΒΟΣ ΑΕΡΟΠΟΡΙΚΩΝ ΣΥΓΚΟΙΝΩΝΙΩΝ: [603, 970, 773, 1030]
- article-body: ΛΟΝΔΙΝΟΝ, 17. (Ασσ. Πρές). — Η Βουλή των Λόρδων ενέκρινε νομοσχέδιον. ΛΟΝΔΙΝΟΝ, 17. (Ασσ. Πρές). — Η Βουλή των Λόρδων ενέκρινε νομοσχέδιον. ΛΟΝΔΙΝΟΝ, 17. (Ασσ. Πρές). — Η Βουλή των Λόρδων ενέκρινε νομοσχέδιον.: [598, 1439, 778, 1545]
- subhead: ΤΙ ΕΣΤΙ ΕΛΕΥΘΕΡΙΑ: [1396, 998, 1540, 1015]
- deck: Πολλοί οι εξαφανισθέντες, άστεγοι και νεκροί εις άλλας χώρας της Άπω Ανατολής: [213, 1615, 581, 1652]
- headline: ΑΙ ΕΜΠΟΡΙΚΑΙ ΕΞΑΓΩΓΑΙ ΤΗΣ ΔΥΤ. ΓΕΡΜΑΝΙΑΣ ΚΑΤΑ ΤΟ Δ΄ ΕΞΑΜΗΝΟΝ: [8, 305, 196, 350]
- article-body: ΑΘΗΝΑΙ, 17. — Συνεκροτήθη χθες σύσκεψις των στελεχών του Κόμματος των Φιλελευθέρων υπό την προεδρίαν του κ. Σοφ. Βενιζέλου.: [8, 1175, 196, 1221]
- article-body: ΜΑΝΣΕΣΤΕΡ, 17 Ιουλίου. — Το περίπτερον των Ηνωμένων Πολιτειών εις την παγκόσμιον έκθεσιν των Βρυξελλών του 1958, θα στοιχίση 5.000.000 δολλάρια.: [8, 86, 196, 144]
- headline: Δ’ ΑΤΙ Η ΕΛΛΑΣ ΔΕΝ ΕΠΙΘΥΜΕΙ ΠΡΟΣ ΤΟ ΠΑΡΟΝ: [811, 514, 1343, 570]
- feature-body: Αναμφισβήτητα, ένας από τους πλέον σημαντικούς κλάδους της γεωργικής μας παραγωγής είναι η φρουτοπαραγωγή. Κατά τα τελευταία έτη εσημειώθη σημαντική πρόοδος εις τας δενδροκαλλιεργείας, ιδιαιτέρως εις την Μακεδονίαν, όπου η καλλιέργεια των ροδακινεών και των μηλεών εξηπλώθη ταχέως. Η αύξησις όμως της παραγωγής δεν συνωδεύθη από ανάλογον μέριμναν διά την διάθεσιν των προϊόντων εις τας ξένας αγοράς. Δι’ αυτό πρέπει να ληφθούν μέτρα διά την οργάνωσιν της εμπορίας, την τυποποίησιν, την συσκευασίαν και την ψυχραποθήκευσιν των φρούτων, ώστε ο παραγωγός να λαμβάνη ικανοποιητικήν τιμήν. Η ανάγκη της ιδρύσεως ψυγείων εις τα κέντρα παραγωγής είναι επιτακτική. Συγχρόνως πρέπει να ενισχυθή ο συνεταιρισμός των παραγωγών. Αναμφισβήτητα, ένας από τους πλέον σημαντικούς κλάδους της γεωργικής μας παραγωγής είναι η φρουτοπαραγωγή. Κατά τα τελευταία έτη εσημειώθη σημαντική πρόοδος εις τας δενδροκαλλιεργείας, ιδιαιτέρως εις την Μακεδονίαν, όπου η καλλιέργεια των ροδακινεών και των μηλεών εξηπλώθη ταχέως. Η αύξησις όμως της παραγωγής δεν συνωδεύθη από ανάλογον μέριμναν διά την διάθεσιν των προϊόντων εις τας ξένας αγοράς. Δι’ αυτό πρέπει να ληφθούν μέτρα διά την οργάνωσιν της εμπορίας, την τυποποίησιν, την συσκευασίαν και την ψυχραποθήκευσιν των φρούτων, ώστε ο παραγωγός να λαμβάνη ικανοποιητικήν τιμήν. Η ανάγκη της ιδρύσεως ψυγείων εις τα κέντρα παραγωγής είναι επιτακτική. Συγχρόνως πρέπει να ενισχυθή ο συνεταιρισμός των παραγωγών. Αναμφισβήτητα, ένας από τους πλέον σημαντικούς κλάδους της γεωργικής μας παραγωγής είναι η φρουτοπαραγωγή. Κατά τα τελευταία έτη εσημειώθη σημαντική πρόοδος εις τας δενδροκαλλιεργείας, ιδιαιτέρως εις την Μακεδονίαν, όπου η καλλιέργεια των ροδακινεών και των μηλεών εξηπλώθη ταχέως. Η αύξησις όμως της παραγωγής δεν συνωδεύθη από ανάλογον μέριμναν διά την διάθεσιν των προϊόντων εις τας ξένας αγοράς. Δι’ αυτό πρέπει να ληφθούν μέτρα διά την οργάνωσιν της εμπορίας, την τυποποίησιν, την συσκευασίαν και την ψυχραποθήκευσιν των φρούτων, ώστε ο παραγωγός να λαμβάνη ικανοποιητικήν τιμήν. Η ανάγκη της ιδρύσεως ψυγείων εις τα κέντρα παραγωγής είναι επιτακτική. Συγχρόνως πρέπει να ενισχυθή ο συνεταιρισμός των παραγωγών. Αναμφισβήτητα, ένας από τους πλέον σημαντικούς κλάδους της γεωργικής μας παραγωγής είναι η φρουτοπαραγωγή. Κατά τα τελευταία έτη εσημειώθη σημαντική πρόοδος εις τας δενδροκαλλιεργείας, ιδιαιτέρως εις την Μακεδονίαν, όπου η καλλιέργεια των ροδακινεών και των μηλεών εξηπλώθη ταχέως. Η αύξησις όμως της παραγωγής δεν συνωδεύθη από ανάλογον μέριμναν διά την διάθεσιν των προϊόντων εις τας ξένας αγοράς. Δι’ αυτό πρέπει να ληφθούν μέτρα διά την οργάνωσιν της εμπορίας, την τυποποίησιν, την συσκευασίαν και την ψυχραποθήκευσιν των φρούτων, ώστε ο παραγωγός να λαμβάνη ικανοποιητικήν τιμήν. Η ανάγκη της ιδρύσεως ψυγείων εις τα κέντρα παραγωγής είναι επιτακτική. Συγχρόνως πρέπει να ενισχυθή ο συνεταιρισμός των παραγωγών. Αναμφισβήτητα, ένας από τους πλέον σημαντικούς κλάδους της γεωργικής μας παραγωγής είναι η φρουτοπαραγωγή. Κατά τα τελευταία έτη εσημειώθη σημαντική πρόοδος εις τας δενδροκαλλιεργείας, ιδιαιτέρως εις την Μακεδονίαν, όπου η καλλιέργεια των ροδακινεών και των μηλεών εξηπλώθη ταχέως. Η αύξησις όμως της παραγωγής δεν συνωδεύθη από ανάλογον μέριμναν διά την διάθεσιν των προϊόντων εις τας ξένας αγοράς. Δι’ αυτό πρέπει να ληφθούν μέτρα διά την οργάνωσιν της εμπορίας, την τυποποίησιν, την συσκευασίαν και την ψυχραποθήκευσιν των φρούτων, ώστε ο παραγωγός να λαμβάνη ικανοποιητικήν τιμήν. Η ανάγκη της ιδρύσεως ψυγείων εις τα κέντρα παραγωγής είναι επιτακτική. Συγχρόνως πρέπει να ενισχυθή ο συνεταιρισμός των παραγωγών. Αναμφισβήτητα, ένας από τους πλέον σημαντικούς κλάδους της γεωργικής μας παραγωγής είναι η φρουτοπαραγωγή. Κατά τα τελευταία έτη εσημειώθη σημαντική πρόοδος εις τας δενδροκαλλιεργείας, ιδιαιτέρως εις την Μακεδονίαν, όπου η καλλιέργεια των ροδακινεών και των μηλεών εξηπλώθη ταχέως. Η αύξησις όμως της παραγωγής δεν συνωδεύθη από ανάλογον μέριμναν διά την διάθεσιν των προϊόντων εις τας ξένας αγοράς. Δι’ αυτό πρέπει να ληφθούν μέτρα διά την οργάνωσιν της εμπορίας, την τυποποίησιν, την συσκευασίαν και την ψυχραποθήκευσιν των φρούτων, ώστε ο παραγωγός να λαμβάνη ικανοποιητικήν τιμήν. Η ανάγκη της ιδρύσεως ψυγείων εις τα κέντρα παραγωγής είναι επιτακτική. Συγχρόνως πρέπει να ενισχυθή ο συνεταιρισμός των παραγωγών. Αναμφισβήτητα, ένας από τους πλέον σημαντικούς κλάδους της γεωργικής μας παραγωγής είναι η φρουτοπαραγωγή. Κατά τα τελευταία έτη εσημειώθη σημαντική πρόοδος εις τας δενδροκαλλιεργείας, ιδιαιτέρως εις την Μακεδονίαν, όπου η καλλιέργεια των ροδακινεών και των μηλεών εξηπλώθη ταχέως. Η αύξησις όμως της παραγωγής δεν συνωδεύθη από ανάλογον μέριμναν διά την διάθεσιν των προϊόντων εις τας ξένας αγοράς. Δι’ αυτό πρέπει να ληφθούν μέτρα διά την: [210, 177, 584, 1194]
- headline: ΤΟ ΕΜΠΟΡΙΟΝ ΤΗΣ ΙΑΠΩΝΙΑΣ ΜΕ ΤΗΝ ΕΡΥΘΡΑΝ ΚΙΝΑΝ: [28, 1230, 175, 1276]
- article-body: ΚΩΝ/ΠΟΛΙΣ, Ιούλιος. (του ανταποκριτού μας). — Εις την κατά Καδίκιοϊ Βουλγαρική εκκλησίαν εορτάσθη η επέτειος. Εις την Αγίαν Τριάδα του Πέραν ετελέσθη πανηγυρική λειτουργία. ΚΩΝ/ΠΟΛΙΣ, Ιούλιος. (του ανταποκριτού μας). — Εις την κατά Καδίκιοϊ Βουλγαρική εκκλησίαν εορτάσθη η επέτειος. Εις την Αγίαν Τριάδα του Πέραν ετελέσθη πανηγυρική λειτουργία. ΚΩΝ/ΠΟΛΙΣ, Ιούλιος. (του ανταποκριτού μας). — Εις την κατά Καδίκιοϊ Βουλγαρική εκκλησίαν εορτάσθη η επέτειος. Εις την Αγίαν Τριάδα του Πέραν ετελέσθη πανηγυρική λειτουργία. ΚΩΝ/ΠΟΛΙΣ, Ιούλιος. (του ανταποκριτού μας). — Εις την κατά Καδίκιοϊ Βουλγαρική εκκλησίαν εορτάσθη η επέτειος. Εις την Αγίαν Τριάδα του Πέραν ετελέσθη πανηγυρική λειτουργία. ΚΩΝ/ΠΟΛΙΣ, Ιούλιος. (του ανταποκριτού μας). — Εις την κατά Καδίκιοϊ Βουλγαρική εκκλησίαν εορτάσθη η επέτειος. Εις την Αγίαν Τριάδα του Πέραν ετελέσθη πανηγυρική λειτουργία.: [1375, 194, 1560, 542]
- headline: ΧΙΛΙΑΔΕΣ ΟΙ ΝΕΚΡΟΙ ΕΙΣ ΤΗΝ ΚΙΝΑΝ ΑΠΟ ΤΟΝ ΤΥΦΩΝΑ & ΤΑΣ ΠΛΗΜΜΥΡΑΣ: [237, 1503, 557, 1613]
- article-body: ΛΟΝΔΙΝΟΝ, 17. (Ασσ. Πρές). — Ο βασιλεύς του Αφγανιστάν θα επισκεφθή την Μόσχαν. — Ο ΣΤΡΑΤΗΓΟΣ Τσάρτον — Ο ΧΕΡΑΛΝ ΜΠΑΚΟΥΑ ΛΟΝΔΙΝΟΝ, 17. (Ασσ. Πρές). — Ο βασιλεύς του Αφγανιστάν θα επισκεφθή την Μόσχαν. — Ο ΣΤΡΑΤΗΓΟΣ Τσάρτον — Ο ΧΕΡΑΛΝ ΜΠΑΚΟΥΑ: [1375, 1347, 1560, 1462]
- article-body: ΑΘΗΝΑΙ, 17. — Ο Αρχηγός της Κυβερνήσεως κ. Καραμανλής δήλωσε ότι η Ελλάς δεν επιθυμεί προς το παρόν να εισέλθη εις την Κοινήν Αγοράν, πριν επιλυθούν ωρισμένα προβλήματα της ελληνικής οικονομίας. Η ελληνική βιομηχανία δεν ευρίσκεται εισέτι εις θέσιν να ανταγωνισθή τας βιομηχανίας των ευρωπαϊκών χωρών. Εξ άλλου, η ελληνική γεωργία χρειάζεται ενίσχυσιν. Κατά τας πληροφορίας, η Κυβέρνησις μελετά τας επιπτώσεις της συμμετοχής εις την Κοινήν Αγοράν επί των εξαγωγών καπνού, σταφίδος και φρούτων. ΑΘΗΝΑΙ, 17. — Ο Αρχηγός της Κυβερνήσεως κ. Καραμανλής δήλωσε ότι η Ελλάς δεν επιθυμεί προς το παρόν να εισέλθη εις την Κοινήν Αγοράν, πριν επιλυθούν ωρισμένα προβλήματα της ελληνικής οικονομίας. Η ελληνική βιομηχανία δεν ευρίσκεται εισέτι εις θέσιν να ανταγωνισθή τας βιομηχανίας των ευρωπαϊκών χωρών. Εξ άλλου, η ελληνική γεωργία χρειάζεται ενίσχυσιν. Κατά τας πληροφορίας, η Κυβέρνησις μελετά τας επιπτώσεις της συμμετοχής εις την Κοινήν Αγοράν επί των εξαγωγών καπνού, σταφίδος και φρούτων. ΑΘΗΝΑΙ, 17. — Ο Αρχηγός της Κυβερνήσεως κ. Καραμανλής δήλωσε ότι η Ελλάς δεν επιθυμεί προς το παρόν να εισέλθη εις την Κοινήν Αγοράν, πριν επιλυθούν ωρισμένα προβλήματα της ελληνικής οικονομίας. Η ελληνική βιομηχανία δεν ευρίσκεται εισέτι εις θέσιν να ανταγωνισθή τας βιομηχανίας των ευρωπαϊκών χωρών. Εξ άλλου, η ελληνική γεωργία χρειάζεται ενίσχυσιν. Κατά τας πληροφορίας, η Κυβέρνησις μελετά τας επιπτώσεις της συμμετοχής εις την Κοινήν Αγοράν επί των εξαγωγών καπνού, σταφίδος και φρούτων. ΑΘΗΝΑΙ, 17. — Ο Αρχηγός της Κυβερνήσεως κ. Καραμανλής δήλωσε ότι η Ελλάς δεν επιθυμεί προς το παρόν να εισέλθη εις την Κοινήν Αγοράν, πριν επιλυθούν ωρισμένα προβλήματα της ελληνικής οικονομίας. Η ελληνική βιομηχανία δεν ευρίσκεται εισέτι εις θέσιν να ανταγωνισθή τας βιομηχανίας των ευρωπαϊκών χωρών. Εξ άλλου, η ελληνική γεωργία χρειάζεται ενίσχυσιν. Κατά τας πληροφορίας, η Κυβέρνησις μελετά τας επιπτώσεις της συμμετοχής εις την Κοινήν Αγοράν επί των εξαγωγών καπνού, σταφίδος και φρούτων.: [792, 661, 1362, 926]
- column-rule: [1368, 8, 1370, 2319]
- article-body: ΡΩΜΗ, 17. (Ασσ. Πρές). — Το Κομμουνιστικόν Κόμμα της Ιταλίας αντιμετωπίζει σοβαράς οικονομικάς δυσχερείας, ως εκ της μειώσεως των συνδρομών των μελών του.: [8, 972, 196, 1030]
- article-body: Το Αποπλέον θύμα των πλημμυρών. Εις την Γεωργίαν περιοχήν αι πλημμύραι προεκάλεσαν ζημίας. Το Αποπλέον θύμα των πλημμυρών. Εις την Γεωργίαν περιοχήν αι πλημμύραι προεκάλεσαν ζημίας. Το Αποπλέον θύμα των πλημμυρών. Εις την Γεωργίαν περιοχήν αι πλημμύραι προεκάλεσαν ζημίας.: [1375, 724, 1560, 830]
- headline: ΔΙΑ ΝΑ ΚΑΜΟΥΝ ΔΩΡΕΑΝ ΕΝΑ ΕΥΧΑΡΙΣΤΟΝ ΤΑΞΙΔΙ !: [20, 1322, 184, 1367]
- article-body: ΝΕΑ ΥΟΡΚΗ, 17. (Ασσ. Πρές). —: [608, 1955, 764, 1966]
- deck: Η Βουλή απέρριψε πρότασιν των αδιαλλάκτων: [958, 107, 1362, 125]
- column-feature: [210, 8, 584, 2319]
